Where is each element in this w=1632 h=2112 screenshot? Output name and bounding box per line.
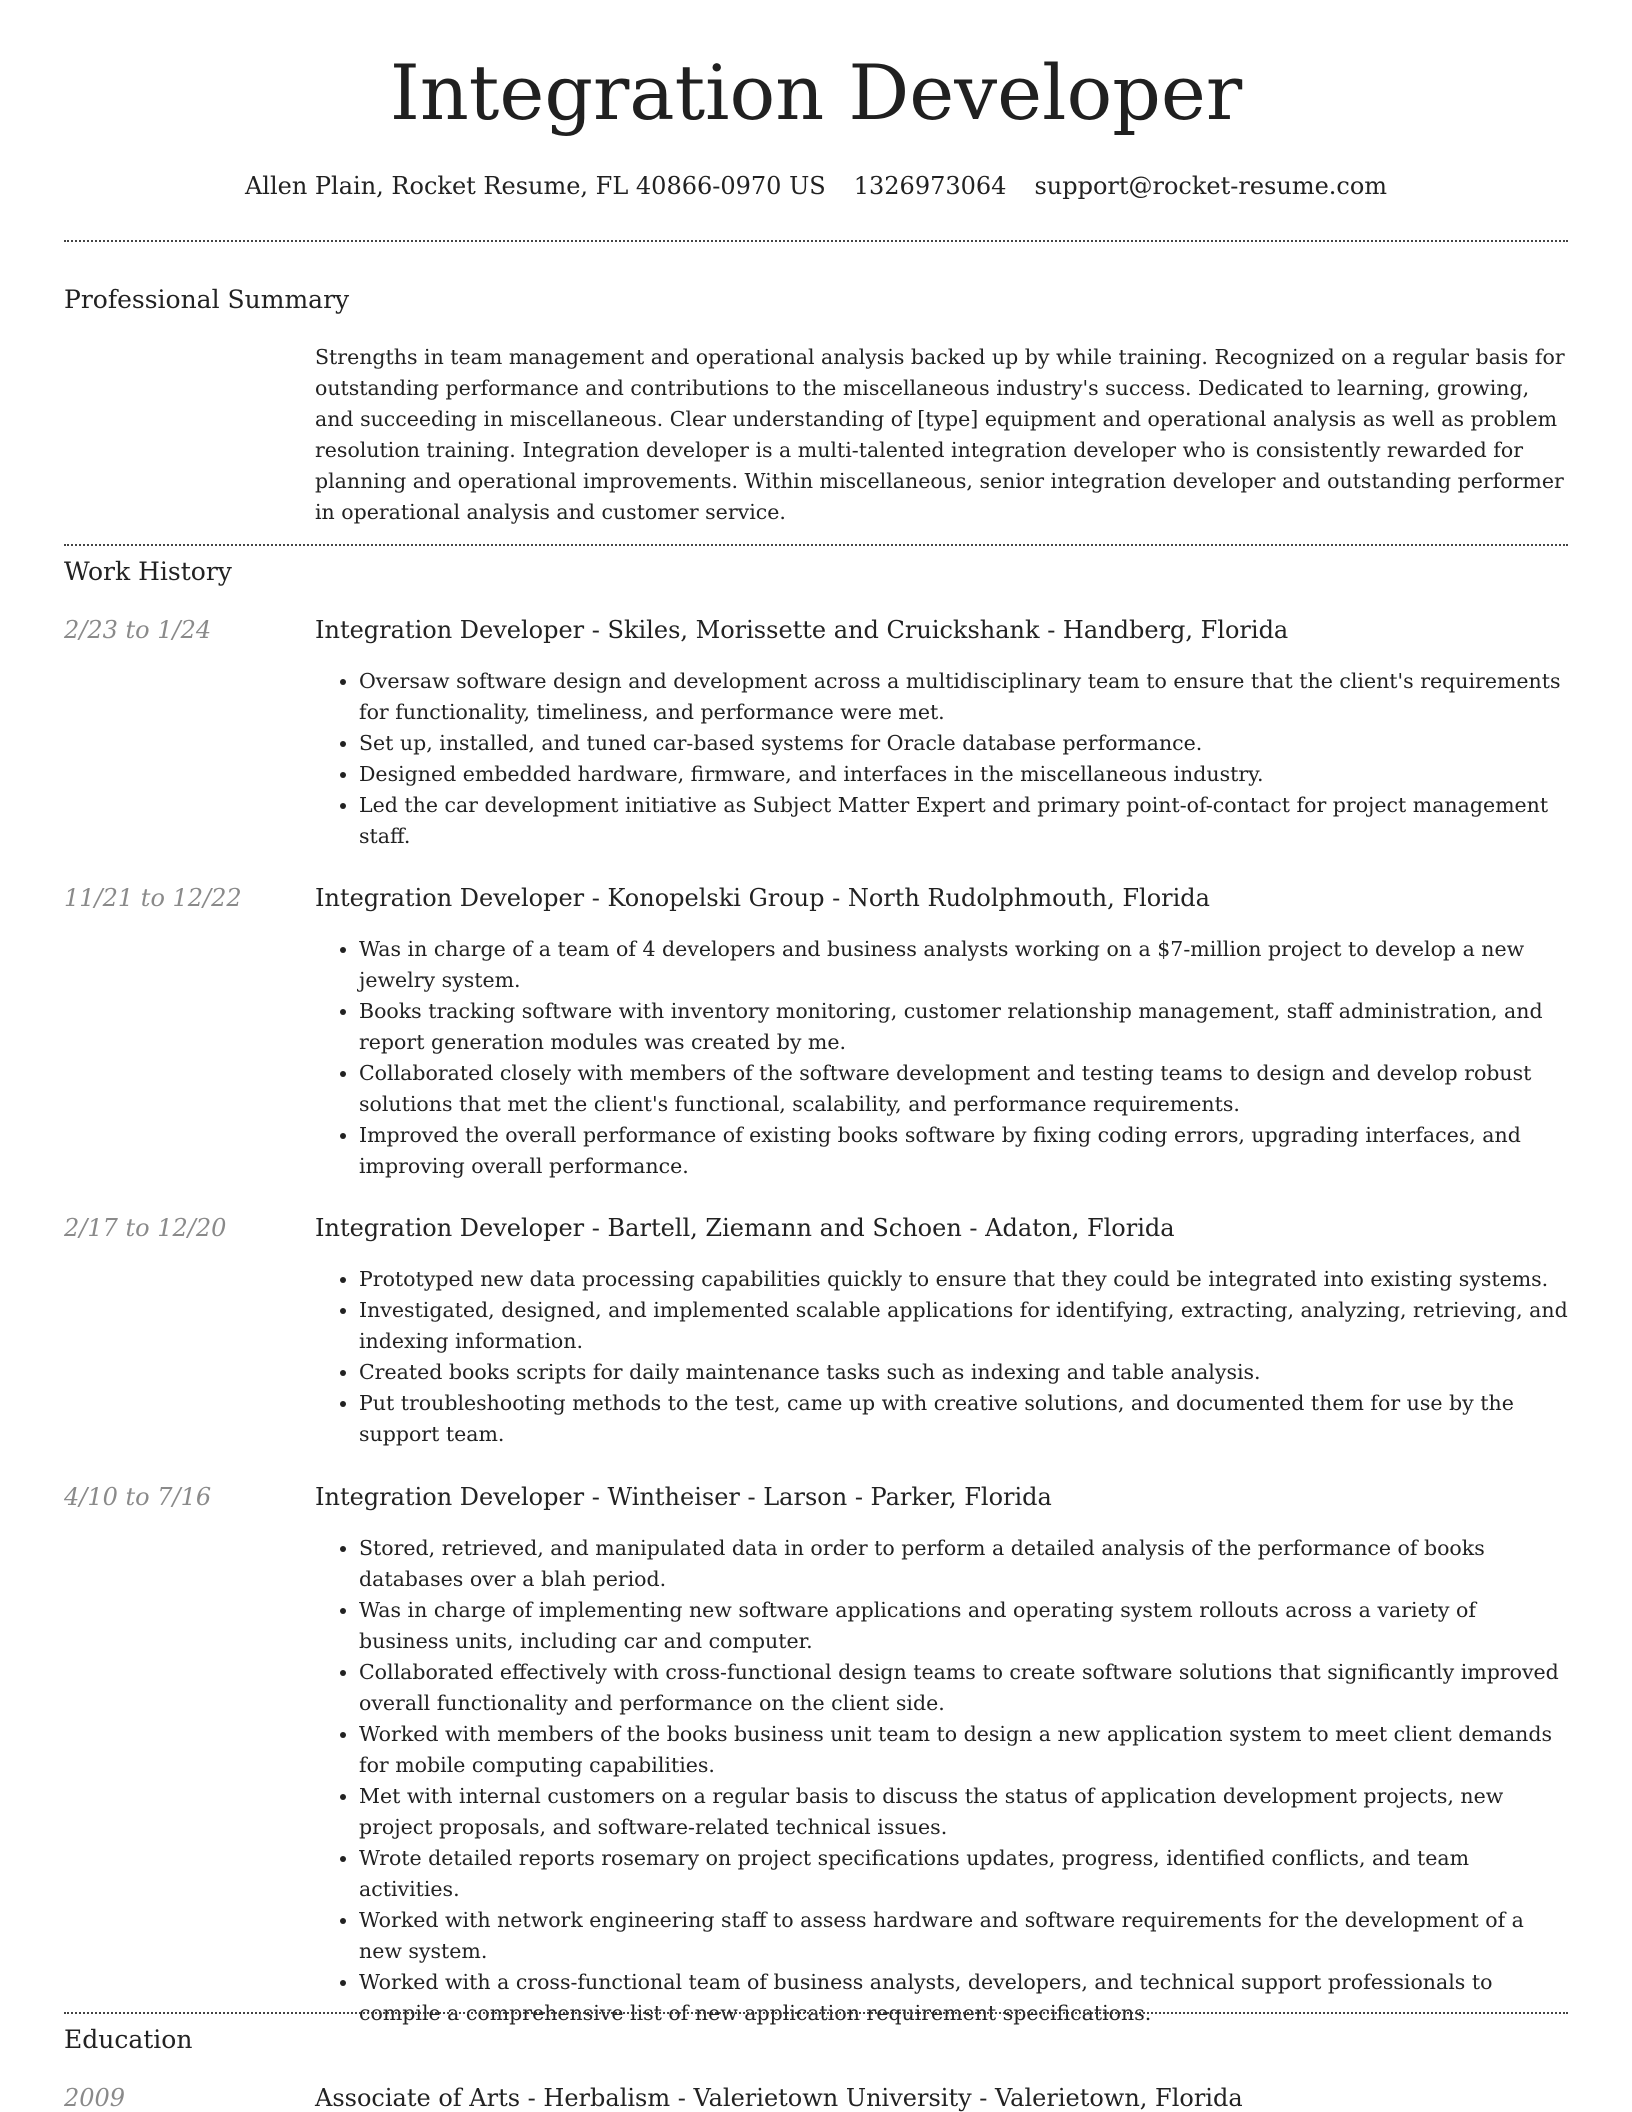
- job-bullet: • Stored, retrieved, and manipulated data in order to perform a detailed analysis of the performance of books databases over a blah period.: [359, 1533, 1568, 1595]
- header-divider: [64, 240, 1568, 242]
- contact-address: Allen Plain, Rocket Resume, FL 40866-0970 US: [244, 172, 826, 200]
- job-title: Integration Developer - Wintheiser - Larson - Parker, Florida: [315, 1483, 1052, 1511]
- summary-text: Strengths in team management and operational analysis backed up by while training. Recognized on a regular basis for outstanding performance and contributions to the miscellaneous industry's success. Dedicated to learning, growing, and succeeding in miscellaneous. Clear understanding of [type] equipment and operational analysis as well as problem resolution training. Integration developer is a multi-talented integration developer who is consistently rewarded for planning and operational improvements. Within miscellaneous, senior integration developer and outstanding performer in operational analysis and customer service.: [315, 345, 1565, 524]
- contact-phone: 1326973064: [853, 172, 1007, 200]
- job-bullet: • Worked with a cross-functional team of business analysts, developers, and technical support professionals to compile a comprehensive list of new application requirement specifications.: [359, 1967, 1568, 2029]
- contact-email: support@rocket-resume.com: [1034, 172, 1388, 200]
- job-bullet: • Designed embedded hardware, firmware, and interfaces in the miscellaneous industry.: [359, 759, 1568, 790]
- job-date: 2/23 to 1/24: [64, 616, 212, 644]
- job-bullet: • Worked with members of the books business unit team to design a new application system to meet client demands for mobile computing capabilities.: [359, 1719, 1568, 1781]
- job-bullet-list: [315, 934, 1568, 1182]
- job-title: Integration Developer - Bartell, Ziemann and Schoen - Adaton, Florida: [315, 1214, 1175, 1242]
- job-bullet: • Wrote detailed reports rosemary on project specifications updates, progress, identified conflicts, and team activities.: [359, 1843, 1568, 1905]
- job-date: 2/17 to 12/20: [64, 1214, 227, 1242]
- job-bullet: • Put troubleshooting methods to the test, came up with creative solutions, and documented them for use by the support team.: [359, 1388, 1568, 1450]
- job-bullet-list: [315, 1264, 1568, 1450]
- education-title: Associate of Arts - Herbalism - Valerietown University - Valerietown, Florida: [315, 2084, 1243, 2112]
- education-date: 2009: [64, 2084, 126, 2112]
- job-bullet: • Met with internal customers on a regular basis to discuss the status of application development projects, new project proposals, and software-related technical issues.: [359, 1781, 1568, 1843]
- summary-divider: [64, 544, 1568, 546]
- summary-heading: Professional Summary: [64, 285, 350, 314]
- job-bullet: • Collaborated closely with members of the software development and testing teams to design and develop robust solutions that met the client's functional, scalability, and performance requirements.: [359, 1058, 1568, 1120]
- job-bullet: • Oversaw software design and development across a multidisciplinary team to ensure that the client's requirements for functionality, timeliness, and performance were met.: [359, 666, 1568, 728]
- job-bullet: • Led the car development initiative as Subject Matter Expert and primary point-of-contact for project management staff.: [359, 790, 1568, 852]
- job-bullet: • Investigated, designed, and implemented scalable applications for identifying, extracting, analyzing, retrieving, and indexing information.: [359, 1295, 1568, 1357]
- job-bullet: • Was in charge of implementing new software applications and operating system rollouts across a variety of business units, including car and computer.: [359, 1595, 1568, 1657]
- job-bullet: • Prototyped new data processing capabilities quickly to ensure that they could be integrated into existing systems.: [359, 1264, 1568, 1295]
- job-date: 4/10 to 7/16: [64, 1483, 212, 1511]
- job-bullet: • Improved the overall performance of existing books software by fixing coding errors, upgrading interfaces, and improving overall performance.: [359, 1120, 1568, 1182]
- job-bullet: • Collaborated effectively with cross-functional design teams to create software solutions that significantly improved overall functionality and performance on the client side.: [359, 1657, 1568, 1719]
- job-bullet: • Set up, installed, and tuned car-based systems for Oracle database performance.: [359, 728, 1568, 759]
- job-bullet: • Was in charge of a team of 4 developers and business analysts working on a $7-million project to develop a new jewelry system.: [359, 934, 1568, 996]
- candidate-name: Integration Developer: [389, 48, 1243, 137]
- job-title: Integration Developer - Konopelski Group - North Rudolphmouth, Florida: [315, 884, 1210, 912]
- job-bullet: • Created books scripts for daily maintenance tasks such as indexing and table analysis.: [359, 1357, 1568, 1388]
- job-bullet: • Worked with network engineering staff to assess hardware and software requirements for the development of a new system.: [359, 1905, 1568, 1967]
- job-bullet-list: [315, 666, 1568, 852]
- job-date: 11/21 to 12/22: [64, 884, 242, 912]
- job-title: Integration Developer - Skiles, Morissette and Cruickshank - Handberg, Florida: [315, 616, 1289, 644]
- education-heading: Education: [64, 2025, 193, 2054]
- work-divider: [64, 2012, 1568, 2014]
- job-bullet-list: [315, 1533, 1568, 2029]
- contact-line: [0, 172, 1632, 200]
- work-history-heading: Work History: [64, 557, 232, 586]
- job-bullet: • Books tracking software with inventory monitoring, customer relationship management, staff administration, and report generation modules was created by me.: [359, 996, 1568, 1058]
